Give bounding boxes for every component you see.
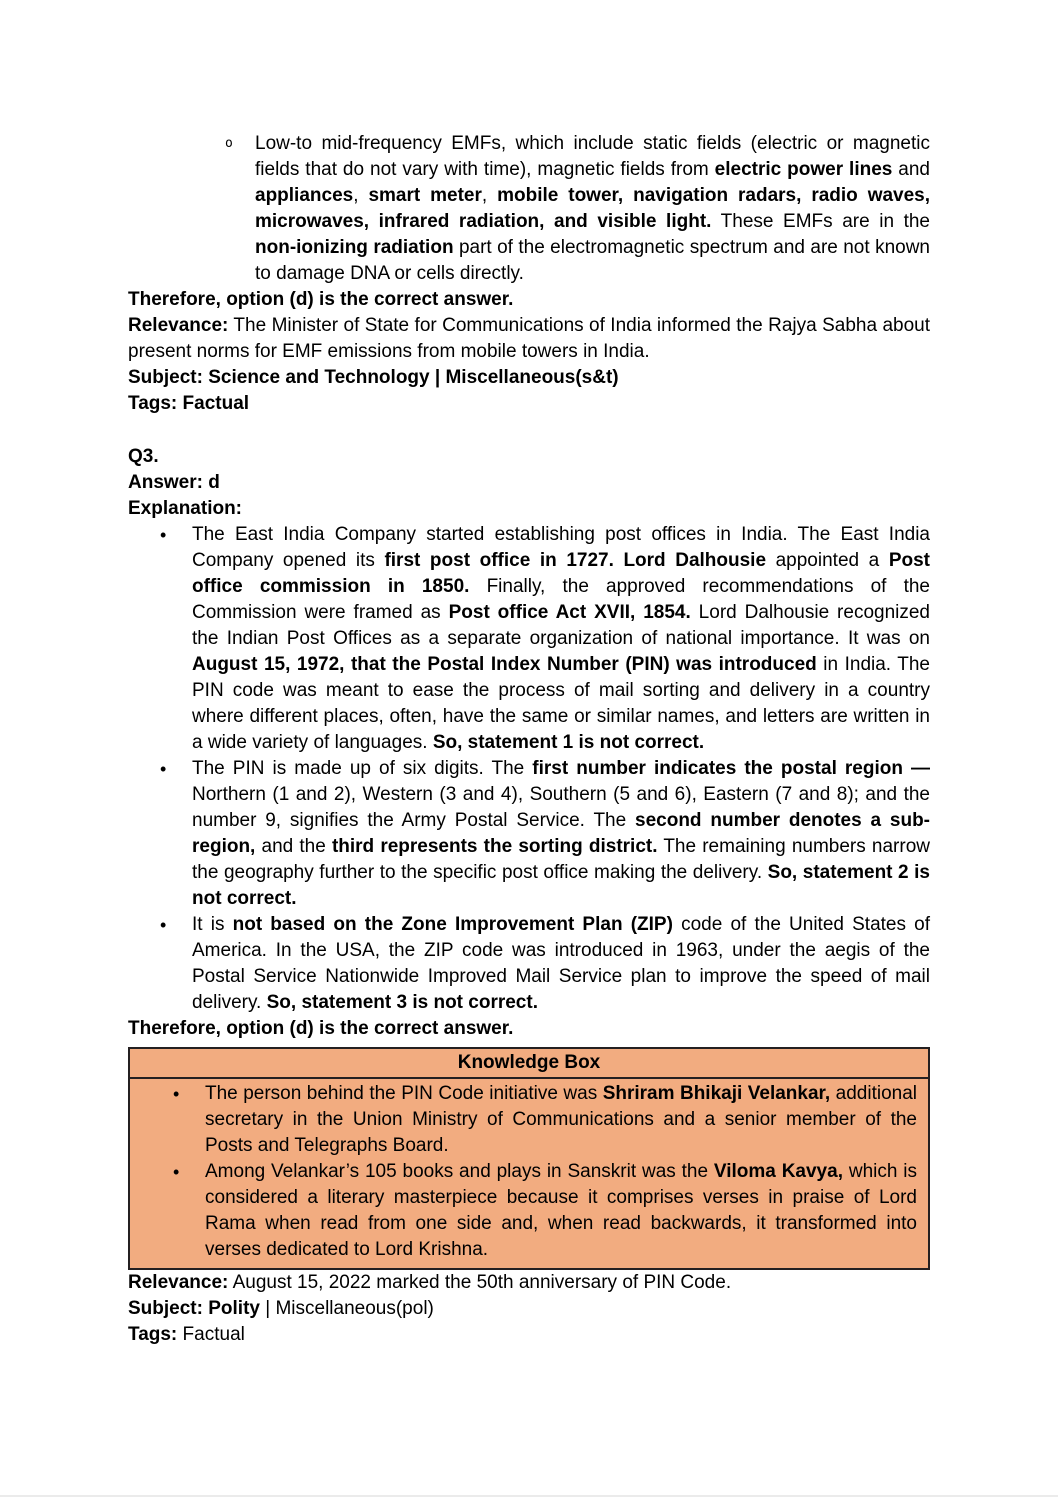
knowledge-box-bullet-2-text: Among Velankar’s 105 books and plays in Sanskrit was the Viloma Kavya, which is considered a literary masterpiece because it comprises verses in praise of Lord Rama when read from one side and, when read backwards, it transformed into verses dedicated to Lord Krishna.: [205, 1161, 917, 1260]
spacer: [128, 417, 930, 444]
q3-bullet-3-text: It is not based on the Zone Improvement Plan (ZIP) code of the United States of America. In the USA, the ZIP code was introduced in 1963, under the aegis of the Postal Service Nationwide Improved Mail Service plan to improve the speed of mail delivery. So, statement 3 is not correct.: [192, 914, 930, 1013]
q2-therefore-line: Therefore, option (d) is the correct answer.: [128, 289, 514, 310]
q3-answer-line: Answer: d: [128, 472, 220, 493]
bullet-icon: •: [173, 1084, 180, 1104]
q3-explanation-bullet-3: [128, 912, 930, 1016]
q3-subject-line: Subject: Polity | Miscellaneous(pol): [128, 1298, 434, 1319]
knowledge-box-title: Knowledge Box: [130, 1049, 928, 1079]
q3-bullet-1-text: The East India Company started establishing post offices in India. The East India Company opened its first post office in 1727. Lord Dalhousie appointed a Post office commission in 1850. Finally, the approved recommendations of the Commission were framed as Post office Act XVII, 1854. Lord Dalhousie recognized the Indian Post Offices as a separate organization of national importance. It was on August 15, 1972, that the Postal Index Number (PIN) was introduced in India. The PIN code was meant to ease the process of mail sorting and delivery in a country where different places, often, have the same or similar names, and letters are written in a wide variety of languages. So, statement 1 is not correct.: [192, 524, 930, 753]
q3-bullet-2-text: The PIN is made up of six digits. The first number indicates the postal region — Northern (1 and 2), Western (3 and 4), Southern (5 and 6), Eastern (7 and 8); and the number 9, signifies the Army Postal Service. The second number denotes a sub-region, and the third represents the sorting district. The remaining numbers narrow the geography further to the specific post office making the delivery. So, statement 2 is not correct.: [192, 758, 931, 909]
bullet-icon: •: [160, 915, 167, 935]
emf-sub-bullet-item: [128, 131, 930, 287]
q3-number: Q3.: [128, 446, 159, 467]
emf-paragraph: Low-to mid-frequency EMFs, which include static fields (electric or magnetic fields that do not vary with time), magnetic fields from electric power lines and appliances, smart meter, mobile tower, navigation radars, radio waves, microwaves, infrared radiation, and visible light. These EMFs are in the non-ionizing radiation part of the electromagnetic spectrum and are not known to damage DNA or cells directly.: [255, 133, 931, 284]
q3-explanation-bullet-2: [128, 756, 930, 912]
bullet-icon: •: [160, 759, 167, 779]
q3-therefore-line: Therefore, option (d) is the correct answer.: [128, 1018, 514, 1039]
q3-explanation-label: Explanation:: [128, 498, 243, 519]
q3-tags-line: Tags: Factual: [128, 1324, 245, 1345]
q2-relevance-line: Relevance: The Minister of State for Communications of India informed the Rajya Sabha about present norms for EMF emissions from mobile towers in India.: [128, 315, 930, 362]
q3-relevance-line: Relevance: August 15, 2022 marked the 50th anniversary of PIN Code.: [128, 1272, 732, 1293]
knowledge-box-bullet-1: [130, 1081, 917, 1159]
knowledge-box-bullet-1-text: The person behind the PIN Code initiative was Shriram Bhikaji Velankar, additional secretary in the Union Ministry of Communications and a senior member of the Posts and Telegraphs Board.: [205, 1083, 917, 1156]
bullet-icon: •: [173, 1162, 180, 1182]
q3-explanation-bullet-1: [128, 522, 930, 756]
q2-subject-line: Subject: Science and Technology | Miscellaneous(s&t): [128, 367, 619, 388]
q2-tags-line: Tags: Factual: [128, 393, 250, 414]
knowledge-box-bullet-2: [130, 1159, 917, 1263]
knowledge-box: [128, 1047, 930, 1270]
bullet-icon: •: [160, 525, 167, 545]
sub-bullet-icon: o: [225, 136, 233, 151]
knowledge-box-body: [130, 1079, 928, 1268]
